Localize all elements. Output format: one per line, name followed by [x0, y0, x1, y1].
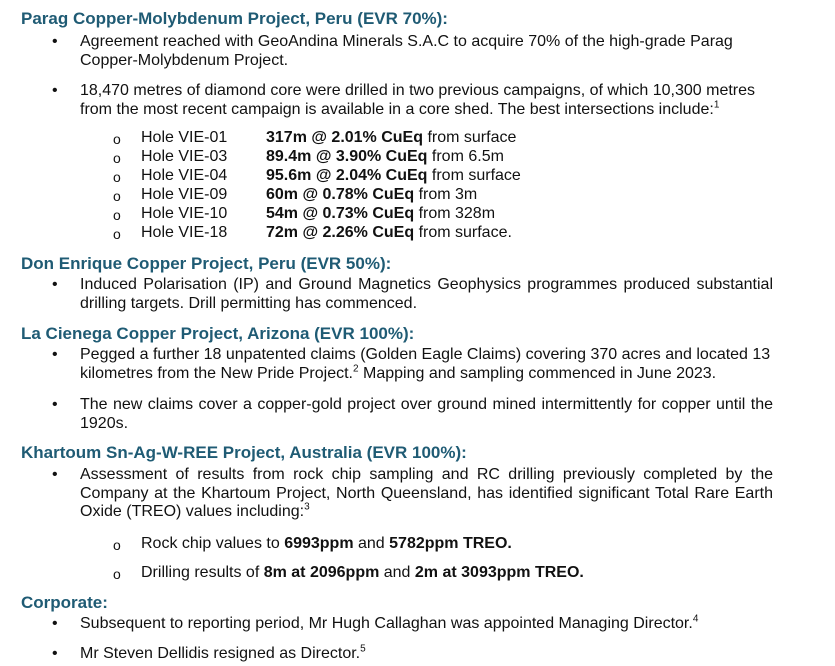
hole-result: 317m @ 2.01% CuEq from surface — [266, 129, 517, 146]
bullet-icon: • — [52, 615, 58, 632]
sub-bullet-icon: o — [113, 207, 121, 223]
hole-id: Hole VIE-03 — [141, 148, 228, 165]
bullet-icon: • — [52, 82, 58, 99]
hole-result: 60m @ 0.78% CuEq from 3m — [266, 186, 478, 203]
hole-result: 95.6m @ 2.04% CuEq from surface — [266, 167, 521, 184]
sub-bullet-icon: o — [113, 566, 121, 582]
bullet-icon: • — [52, 346, 58, 363]
hole-id: Hole VIE-09 — [141, 186, 228, 203]
hole-id: Hole VIE-04 — [141, 167, 228, 184]
section-heading-la-cienega: La Cienega Copper Project, Arizona (EVR 100%): — [21, 324, 415, 343]
hole-id: Hole VIE-01 — [141, 129, 228, 146]
la-cienega-bullet-2: The new claims cover a copper-gold project over ground mined intermittently for copper until the 1920s. — [80, 396, 773, 432]
footnote-ref-4: 4 — [692, 613, 699, 625]
sub-bullet-icon: o — [113, 150, 121, 166]
bullet-icon: • — [52, 33, 58, 50]
section-heading-corporate: Corporate: — [21, 593, 108, 612]
parag-bullet-1: Agreement reached with GeoAndina Minerals S.A.C to acquire 70% of the high-grade Parag Copper-Molybdenum Project. — [80, 33, 733, 69]
parag-bullet-2-text: 18,470 metres of diamond core were drilled in two previous campaigns, of which 10,300 metres from the most recent campaign is available in a core shed. The best intersections include: — [80, 82, 756, 118]
corporate-bullet-2: Mr Steven Dellidis resigned as Director.$^5$ — [80, 643, 366, 662]
footnote-ref-3: 3 — [304, 501, 310, 513]
parag-bullet-2 — [80, 82, 773, 119]
hole-result: 89.4m @ 3.90% CuEq from 6.5m — [266, 148, 504, 165]
footnote-ref-2: 2 — [352, 363, 359, 375]
footnote-ref-1: 1 — [713, 99, 720, 111]
bullet-icon: • — [52, 645, 58, 662]
sub-bullet-icon: o — [113, 188, 121, 204]
hole-result: 54m @ 0.73% CuEq from 328m — [266, 205, 496, 222]
sub-bullet-icon: o — [113, 131, 121, 147]
corporate-bullet-1: Subsequent to reporting period, Mr Hugh Callaghan was appointed Managing Director.$^4$ — [80, 613, 699, 632]
khartoum-bullet-1: Assessment of results from rock chip sampling and RC drilling previously completed by the Company at the Khartoum Project, North Queensland, has identified significant Total Rare Earth Oxide (TREO) values including:$^3$ — [80, 466, 773, 520]
hole-id: Hole VIE-10 — [141, 205, 228, 222]
la-cienega-bullet-1: Pegged a further 18 unpatented claims (Golden Eagle Claims) covering 370 acres and located 13 kilometres from the New Pride Project.$^2$ Mapping and sampling commenced in June 2023. — [80, 346, 771, 382]
sub-bullet-icon: o — [113, 226, 121, 242]
footnote-ref-5: 5 — [360, 643, 366, 655]
bullet-icon: • — [52, 276, 58, 293]
sub-bullet-icon: o — [113, 169, 121, 185]
hole-id: Hole VIE-18 — [141, 224, 228, 241]
section-heading-khartoum: Khartoum Sn-Ag-W-REE Project, Australia (EVR 100%): — [21, 443, 467, 462]
section-heading-parag: Parag Copper-Molybdenum Project, Peru (EVR 70%): — [21, 9, 448, 28]
drilling-result: Drilling results of 8m at 2096ppm and 2m at 3093ppm TREO. — [141, 564, 584, 581]
sub-bullet-icon: o — [113, 537, 121, 553]
rock-chip-result: Rock chip values to 6993ppm and 5782ppm TREO. — [141, 535, 512, 552]
don-enrique-bullet-1: Induced Polarisation (IP) and Ground Magnetics Geophysics programmes produced substantial drilling targets. Drill permitting has commenced. — [80, 276, 773, 312]
hole-result: 72m @ 2.26% CuEq from surface. — [266, 224, 512, 241]
bullet-icon: • — [52, 466, 58, 483]
section-heading-don-enrique: Don Enrique Copper Project, Peru (EVR 50%): — [21, 254, 392, 273]
bullet-icon: • — [52, 396, 58, 413]
